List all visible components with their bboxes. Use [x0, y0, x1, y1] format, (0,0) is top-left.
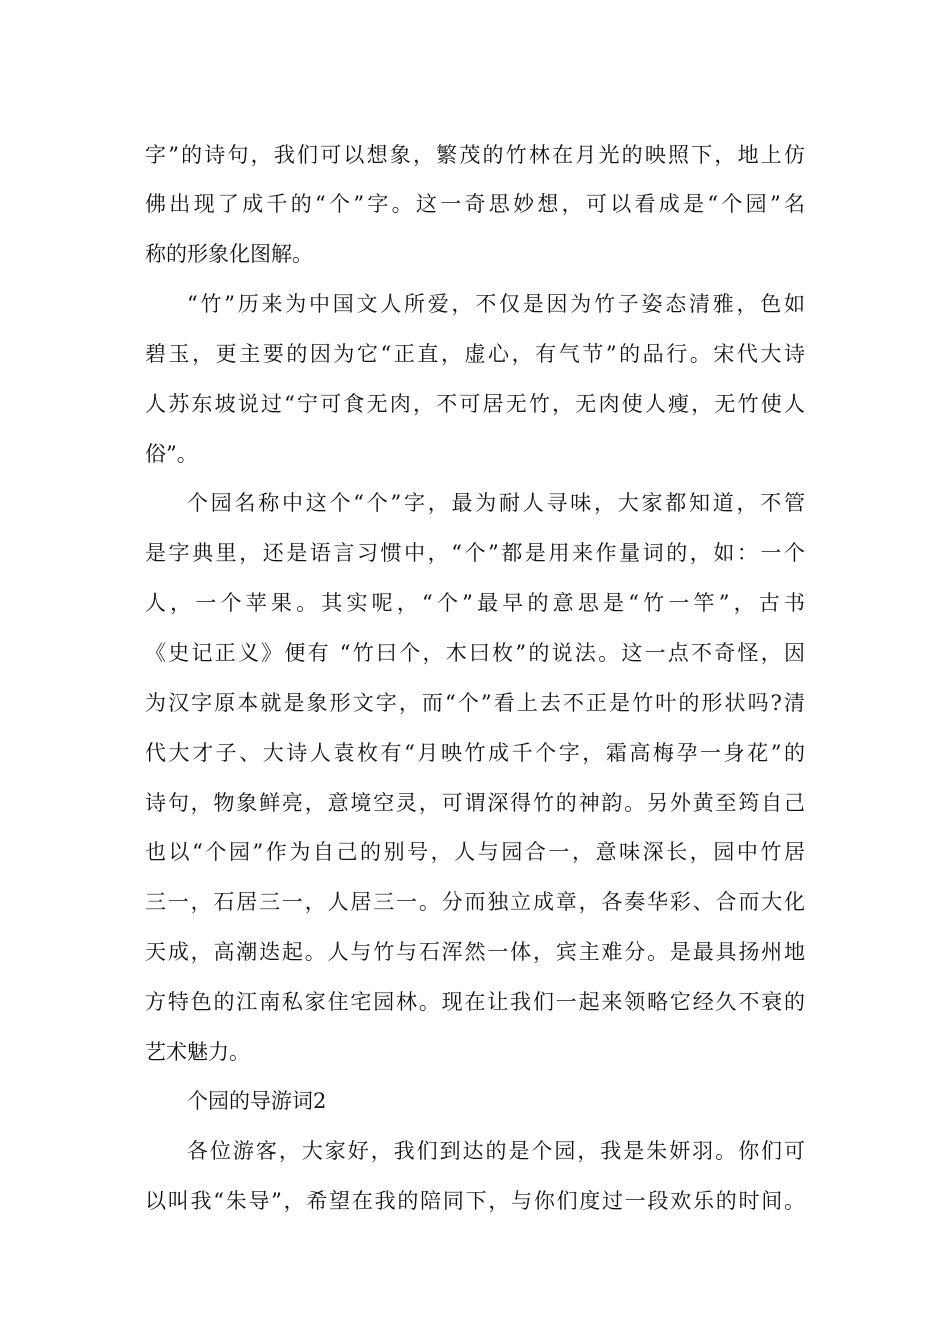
text-line-11: 《史记正义》便有 “竹曰个，木曰枚”的说法。这一点不奇怪，因 [145, 641, 805, 665]
text-line-6: 人苏东坡说过“宁可食无肉，不可居无竹，无肉使人瘦，无竹使人 [145, 392, 805, 416]
text-line-3: 称的形象化图解。 [145, 242, 313, 266]
text-line-18: 方特色的江南私家住宅园林。现在让我们一起来领略它经久不衰的 [145, 990, 805, 1014]
text-line-16: 三一，石居三一，人居三一。分而独立成章，各奏华彩、合而大化 [145, 890, 805, 914]
text-line-19: 艺术魅力。 [145, 1040, 250, 1064]
text-line-10: 人，一个苹果。其实呢，“个”最早的意思是“竹一竿”，古书 [145, 591, 805, 615]
text-line-13: 代大才子、大诗人袁枚有“月映竹成千个字，霜高梅孕一身花”的 [145, 741, 805, 765]
text-line-9: 是字典里，还是语言习惯中，“个”都是用来作量词的，如：一个 [145, 541, 805, 565]
text-line-21: 各位游客，大家好，我们到达的是个园，我是朱妍羽。你们可 [187, 1139, 805, 1163]
text-line-22: 以叫我“朱导”，希望在我的陪同下，与你们度过一段欢乐的时间。 [145, 1189, 805, 1213]
text-line-15: 也以“个园”作为自己的别号，人与园合一，意味深长，园中竹居 [145, 840, 805, 864]
text-line-17: 天成，高潮迭起。人与竹与石浑然一体，宾主难分。是最具扬州地 [145, 940, 805, 964]
section-heading: 个园的导游词2 [187, 1089, 327, 1113]
text-line-5: 碧玉，更主要的因为它“正直，虚心，有气节”的品行。宋代大诗 [145, 342, 805, 366]
text-line-4: “竹”历来为中国文人所爱，不仅是因为竹子姿态清雅，色如 [187, 292, 805, 316]
text-line-1: 字”的诗句，我们可以想象，繁茂的竹林在月光的映照下，地上仿 [145, 143, 805, 167]
text-line-12: 为汉字原本就是象形文字，而“个”看上去不正是竹叶的形状吗?清 [145, 691, 805, 715]
text-line-2: 佛出现了成千的“个”字。这一奇思妙想，可以看成是“个园”名 [145, 192, 805, 216]
text-line-8: 个园名称中这个“个”字，最为耐人寻味，大家都知道，不管 [187, 491, 805, 515]
text-line-14: 诗句，物象鲜亮，意境空灵，可谓深得竹的神韵。另外黄至筠自己 [145, 791, 805, 815]
text-line-7: 俗”。 [145, 442, 198, 466]
